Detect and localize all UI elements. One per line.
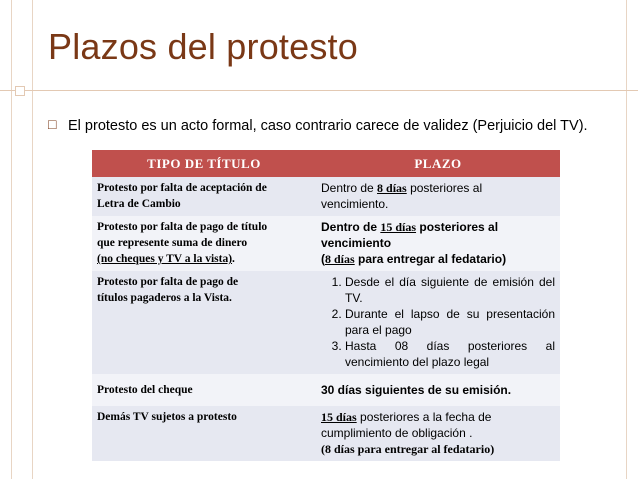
table-row — [92, 216, 560, 271]
tipo-line: Protesto por falta de aceptación de — [97, 182, 267, 194]
tipo-line: que represente suma de dinero — [97, 237, 248, 249]
tipo-cell — [92, 216, 316, 271]
tipo-line: Protesto del cheque — [97, 384, 193, 396]
plazo-cell — [316, 271, 560, 374]
header-plazo: PLAZO — [316, 150, 560, 177]
table-row — [92, 374, 560, 406]
plazo-underlined: 15 días — [321, 410, 357, 424]
tipo-line: Protesto por falta de pago de título — [97, 221, 268, 233]
border-line-left-inner — [32, 0, 33, 479]
plazo-text: cumplimiento de obligación . — [321, 426, 473, 440]
tipo-cell — [92, 406, 316, 461]
tipo-line: . — [232, 253, 235, 265]
plazo-cell — [316, 216, 560, 271]
slide-title: Plazos del protesto — [48, 26, 358, 67]
tipo-cell — [92, 271, 316, 374]
border-line-left-outer — [11, 0, 12, 479]
tipo-cell — [92, 374, 316, 406]
plazo-text: posteriores al — [406, 181, 483, 195]
tipo-underlined: (no cheques y TV a la vista) — [97, 253, 233, 265]
plazo-underlined: 8 días — [377, 181, 407, 195]
plazo-underlined: 8 días — [325, 252, 355, 266]
plazo-text: Dentro de — [321, 181, 378, 195]
plazo-text: para entregar al fedatario) — [354, 252, 507, 266]
table-row — [92, 177, 560, 216]
square-bullet-icon: □ — [48, 116, 57, 132]
plazo-text: 30 días siguientes de su emisión. — [321, 383, 512, 397]
plazo-underlined: 15 días — [380, 220, 417, 234]
plazo-text: vencimiento — [321, 236, 392, 250]
plazo-bold: (8 días para entregar al fedatario) — [321, 442, 495, 456]
table-header-row — [92, 150, 560, 177]
plazo-text: Dentro de — [321, 220, 381, 234]
tipo-cell — [92, 177, 316, 216]
tipo-line: títulos pagaderos a la Vista. — [97, 292, 232, 304]
plazo-list-item: 2. Durante el lapso de su presentación para el pago — [345, 306, 555, 338]
border-line-right — [626, 0, 627, 479]
plazo-text: posteriores al — [416, 220, 499, 234]
divider-square-ornament — [15, 86, 25, 96]
plazo-text: ( — [321, 252, 325, 266]
plazo-text: vencimiento. — [321, 197, 389, 211]
plazo-text: posteriores a la fecha de — [356, 410, 492, 424]
table-row — [92, 406, 560, 461]
plazo-list — [321, 274, 555, 370]
tipo-line: Demás TV sujetos a protesto — [97, 411, 237, 423]
plazo-list-item: 3. Hasta 08 días posteriores al vencimiento del plazo legal — [345, 338, 555, 370]
plazo-cell — [316, 177, 560, 216]
tipo-line: Protesto por falta de pago de — [97, 276, 239, 288]
tipo-line: Letra de Cambio — [97, 198, 181, 210]
plazo-cell — [316, 406, 560, 461]
title-divider — [0, 90, 638, 91]
plazos-table — [92, 150, 560, 461]
plazo-cell — [316, 374, 560, 406]
plazo-list-item: 1. Desde el día siguiente de emisión del TV. — [345, 274, 555, 306]
header-tipo: TIPO DE TÍTULO — [92, 150, 316, 177]
table-row — [92, 271, 560, 374]
bullet-text: El protesto es un acto formal, caso contrario carece de validez (Perjuicio del TV). — [68, 118, 588, 134]
